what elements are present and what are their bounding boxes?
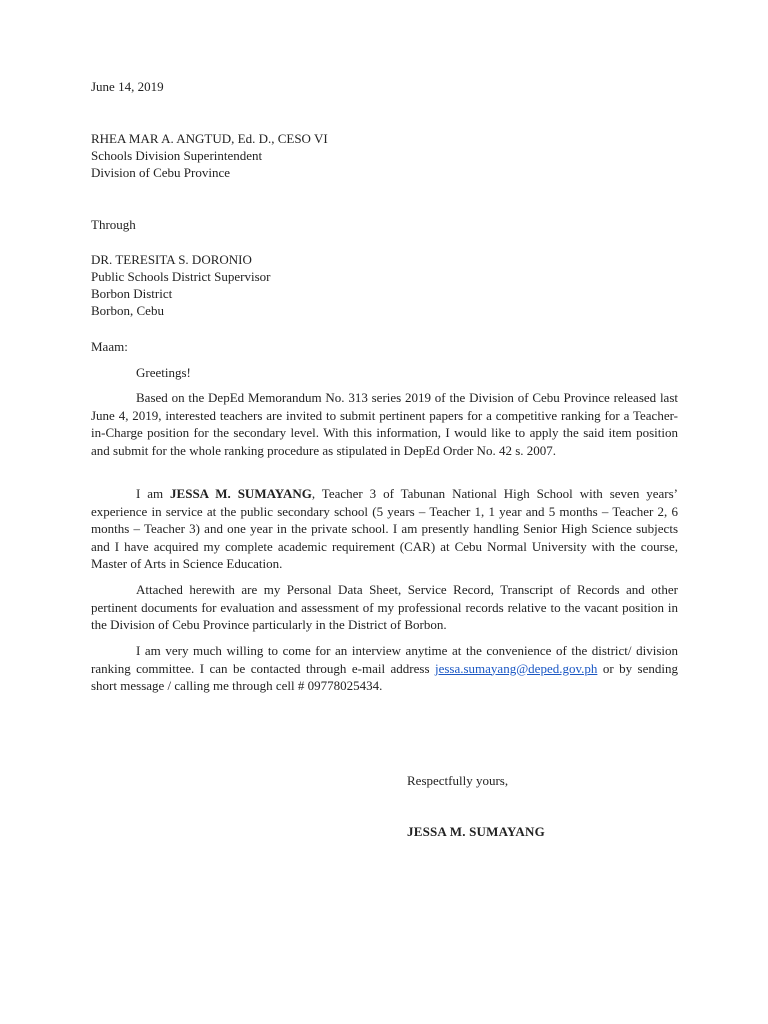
via-title: Public Schools District Supervisor <box>91 269 271 284</box>
recipient-name: RHEA MAR A. ANGTUD, Ed. D., CESO VI <box>91 131 328 146</box>
applicant-name-bold: JESSA M. SUMAYANG <box>170 486 312 501</box>
paragraph-4-rest: or by sending short message / calling me through cell # 09778025434. <box>91 660 678 694</box>
closing-phrase: Respectfully yours, <box>407 773 509 788</box>
greeting: Greetings! <box>136 365 191 380</box>
salutation: Maam: <box>91 339 128 354</box>
via-office: Borbon District <box>91 286 173 301</box>
paragraph-2-lead: I am <box>136 486 171 501</box>
email-link[interactable]: jessa.sumayang@deped.gov.ph <box>434 660 598 676</box>
body-paragraph-1: Based on the DepEd Memorandum No. 313 series 2019 of the Division of Cebu Province released last June 4, 2019, interested teachers are invited to submit pertinent papers for a competitive ranking for a Teacher-in-Charge position for the secondary level. With this information, I would like to apply the said item position and submit for the whole ranking procedure as stipulated in DepEd Order No. 42 s. 2007. <box>91 390 678 458</box>
body-paragraph-3: Attached herewith are my Personal Data Sheet, Service Record, Transcript of Records and other pertinent documents for evaluation and assessment of my professional records relative to the vacant position in the Division of Cebu Province particularly in the District of Borbon. <box>91 582 678 633</box>
through-label: Through <box>91 217 136 232</box>
recipient-office: Division of Cebu Province <box>91 165 231 180</box>
letter-date: June 14, 2019 <box>91 79 164 94</box>
paragraph-4-lead: I am very much willing to come for an interview anytime at the convenience of the district/ division ranking committee. I can be contacted through e-mail address <box>91 643 678 676</box>
body-paragraph-2 <box>91 485 678 573</box>
signature-name: JESSA M. SUMAYANG <box>407 824 545 839</box>
paragraph-2-rest: , Teacher 3 of Tabunan National High School with seven years’ experience in service at the public secondary school (5 years – Teacher 1, 1 year and 5 months – Teacher 2, 6 months – Teacher 3) and one year in the private school. I am presently handling Senior High Science subjects and I have acquired my complete academic requirement (CAR) at Cebu Normal University with the course, Master of Arts in Science Education. <box>91 486 678 572</box>
via-name: DR. TERESITA S. DORONIO <box>91 252 252 267</box>
body-paragraph-4 <box>91 642 678 695</box>
recipient-title: Schools Division Superintendent <box>91 148 263 163</box>
via-location: Borbon, Cebu <box>91 303 164 318</box>
